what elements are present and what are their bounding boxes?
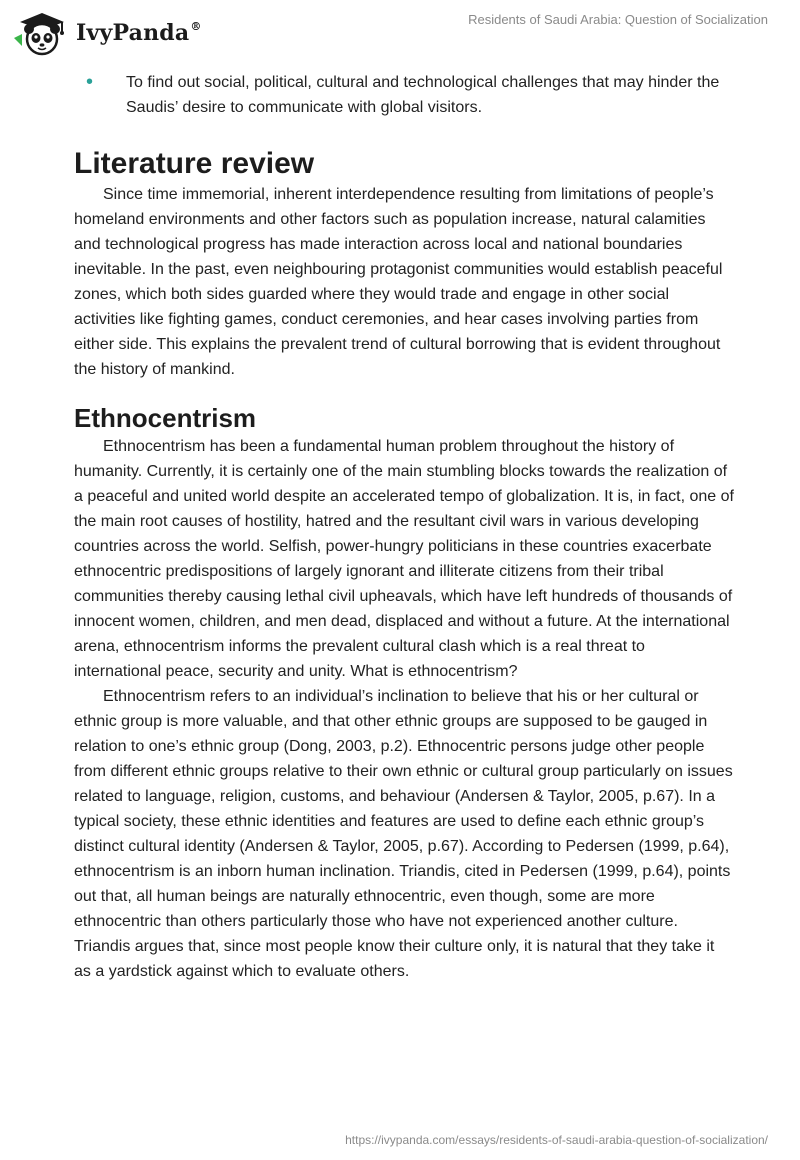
list-item [74,70,734,120]
panda-graduate-icon [12,8,70,58]
paragraph-literature-review: Since time immemorial, inherent interdependence resulting from limitations of people’s homeland environments and other factors such as population increase, natural calamities and technological progress has made interaction across local and national boundaries inevitable. In the past, even neighbouring protagonist communities would establish peaceful zones, which both sides guarded where they would trade and engage in other social activities like fighting games, conduct ceremonies, and hear cases involving parties from either side. This explains the prevalent trend of cultural borrowing that is evident throughout the history of mankind. [74,186,723,378]
bullet-icon: • [86,71,94,93]
paragraph-ethnocentrism-2: Ethnocentrism refers to an individual’s inclination to believe that his or her cultural or ethnic group is more valuable, and that other ethnic groups are supposed to be gauged in relation to one’s ethnic group (Dong, 2003, p.2). Ethnocentric persons judge other people from different ethnic groups relative to their own ethnic or cultural group particularly on issues related to language, religion, customs, and behaviour (Andersen & Taylor, 2005, p.67). In a typical society, these ethnic identities and features are used to define each ethnic group’s distinct cultural identity (Andersen & Taylor, 2005, p.67). According to Pedersen (1999, p.64), ethnocentrism is an inborn human inclination. Triandis, cited in Pedersen (1999, p.64), points out that, all human beings are naturally ethnocentric, even though, some are more ethnocentric than others particularly those who have not experienced another culture. Triandis argues that, since most people know their culture only, it is natural that they take it as a yardstick against which to evaluate others. [74,688,733,980]
heading-ethnocentrism: Ethnocentrism [74,403,257,433]
document-title: Residents of Saudi Arabia: Question of Socialization [468,12,768,27]
heading-literature-review: Literature review [74,147,315,180]
brand-name: IvyPanda® [76,20,202,46]
paragraph-ethnocentrism-1: Ethnocentrism has been a fundamental human problem throughout the history of humanity. Currently, it is certainly one of the main stumbling blocks towards the realization of a peaceful and united world despite an accelerated tempo of globalization. It is, in fact, one of the main root causes of hostility, hatred and the resultant civil wars in various developing countries across the world. Selfish, power-hungry politicians in these countries exacerbate ethnocentric predispositions of largely ignorant and illiterate citizens from their tribal communities thereby causing lethal civil upheavals, which have left hundreds of thousands of innocent women, children, and men dead, displaced and without a future. At the international arena, ethnocentrism informs the prevalent cultural clash which is a real threat to international peace, security and unity. What is ethnocentrism? [74,438,734,680]
essay-content [74,70,734,984]
brand-logo[interactable] [12,8,202,58]
bullet-text: To find out social, political, cultural and technological challenges that may hinder the Saudis’ desire to communicate with global visitors. [126,74,720,116]
source-url[interactable]: https://ivypanda.com/essays/residents-of-saudi-arabia-question-of-socialization/ [345,1133,768,1147]
